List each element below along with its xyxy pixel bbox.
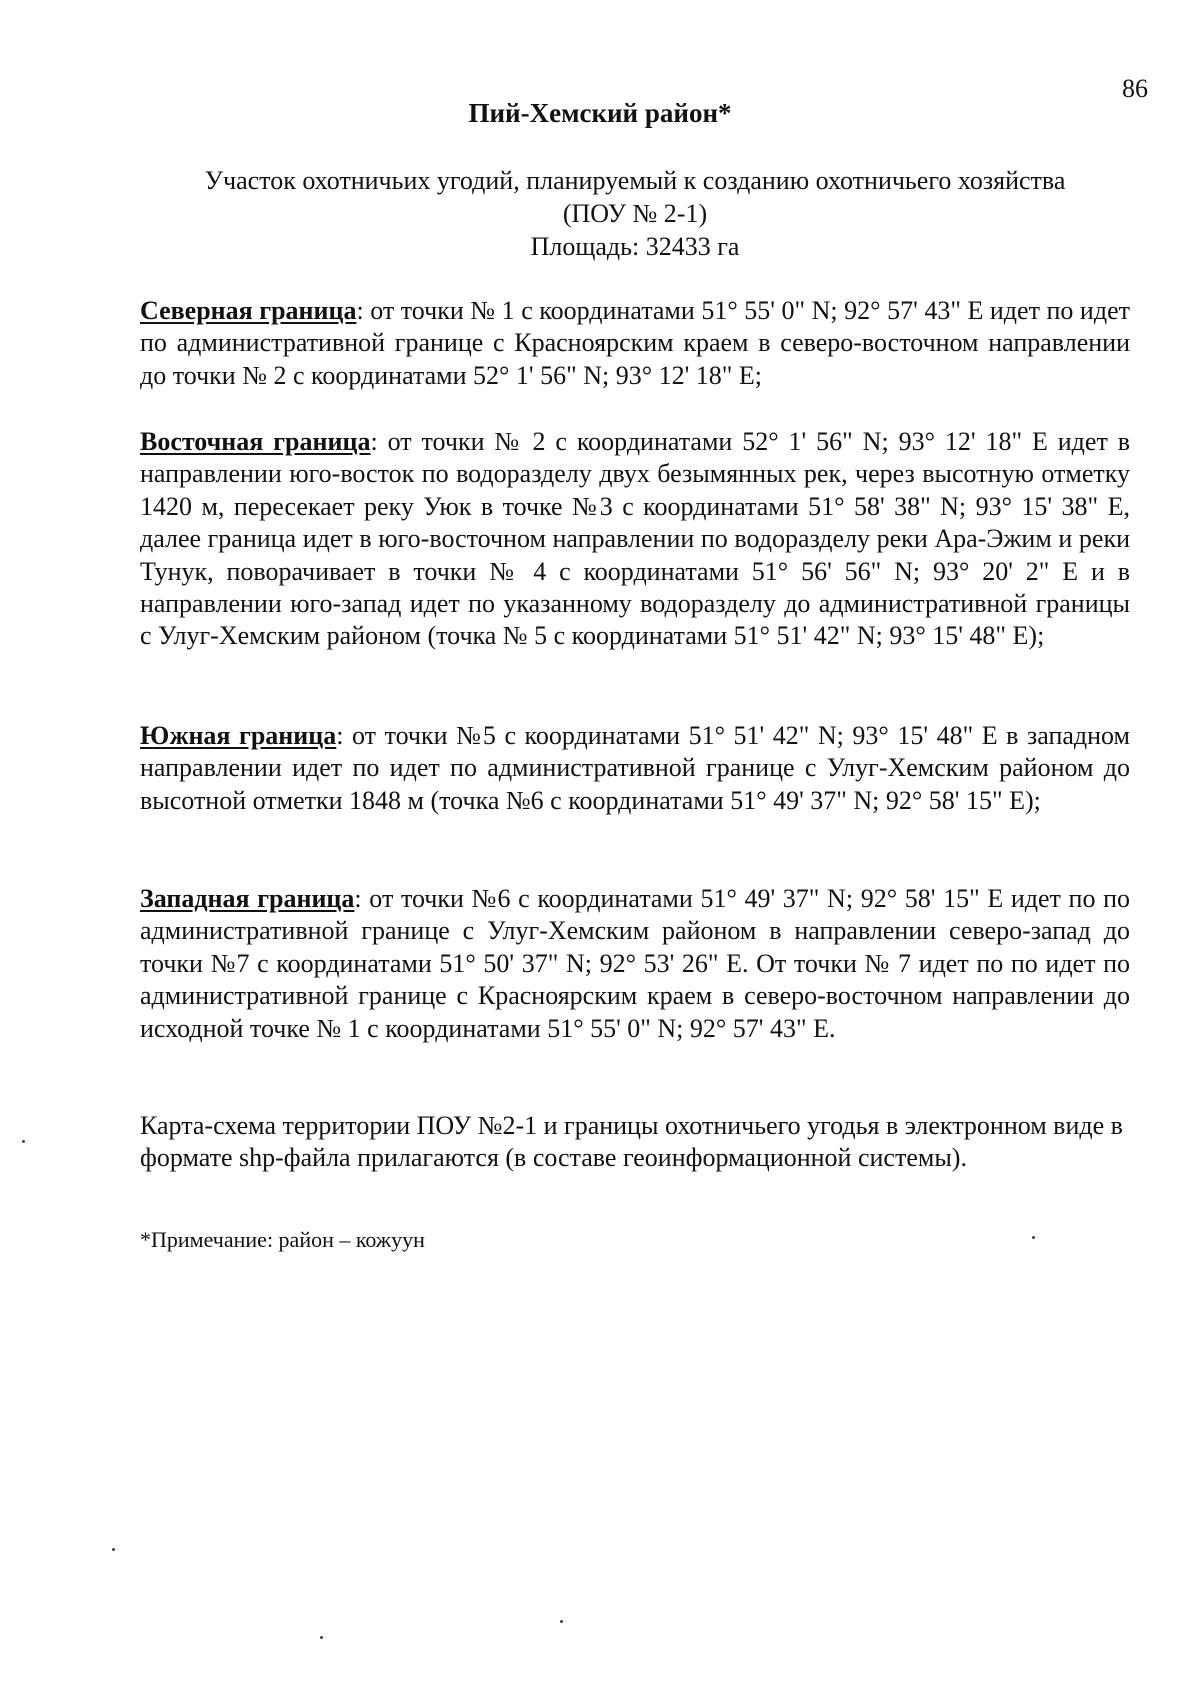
subtitle-line: Площадь: 32433 га [530, 232, 740, 261]
page-number: 86 [1122, 74, 1148, 103]
page-title: Пий-Хемский район* [468, 98, 732, 128]
north-boundary-label: Северная граница [140, 296, 357, 325]
east-boundary-text: : от точки № 2 с координатами 52° 1' 56" N; 93° 12' 18" E идет в направлении юго-восток по водоразделу двух безымянных рек, через высотную отметку 1420 м, пересекает реку Уюк в точке №3 с координатами 51° 58' 38" N; 93° 15' 38" E, далее граница идет в юго-восточном направлении по водоразделу реки Ара-Эжим и реки Тунук, поворачивает в точки № 4 с координатами 51° 56' 56" N; 93° 20' 2" E и в направлении юго-запад идет по указанному водоразделу до административной границы с Улуг-Хемским районом (точка № 5 с координатами 51° 51' 42" N; 93° 15' 48" E); [140, 427, 1130, 651]
scan-speck [1032, 1236, 1035, 1239]
north-boundary-paragraph [140, 295, 1130, 392]
south-boundary-text: : от точки №5 с координатами 51° 51' 42" N; 93° 15' 48" E в западном направлении идет по идет по административной границе с Улуг-Хемским районом до высотной отметки 1848 м (точка №6 с координатами 51° 49' 37" N; 92° 58' 15" E); [140, 721, 1131, 815]
scan-speck [320, 1636, 323, 1639]
south-boundary-label: Южная граница [140, 721, 337, 750]
scan-speck [22, 1140, 25, 1143]
footnote: *Примечание: район – кожуун [140, 1227, 425, 1252]
map-note-paragraph: Карта-схема территории ПОУ №2-1 и границы охотничьего угодья в электронном виде в формате shp-файла прилагаются (в составе геоинформационной системы). [140, 1111, 1123, 1173]
scan-speck [560, 1620, 563, 1623]
subtitle-line: Участок охотничьих угодий, планируемый к созданию охотничьего хозяйства [204, 166, 1066, 195]
plot-subtitle [140, 164, 1130, 263]
west-boundary-paragraph [140, 883, 1130, 1045]
north-boundary-text: : от точки № 1 с координатами 51° 55' 0" N; 92° 57' 43" E идет по идет по административной границе с Красноярским краем в северо-восточном направлении до точки № 2 с координатами 52° 1' 56" N; 93° 12' 18" E; [140, 296, 1130, 390]
west-boundary-label: Западная граница [140, 884, 355, 913]
east-boundary-paragraph [140, 426, 1130, 653]
scan-speck [112, 1548, 115, 1551]
subtitle-line: (ПОУ № 2-1) [562, 199, 708, 228]
east-boundary-label: Восточная граница [140, 427, 371, 456]
south-boundary-paragraph [140, 720, 1130, 817]
west-boundary-text: : от точки №6 с координатами 51° 49' 37" N; 92° 58' 15" E идет по по административной границе с Улуг-Хемским районом в направлении северо-запад до точки №7 с координатами 51° 50' 37" N; 92° 53' 26" E. От точки № 7 идет по по идет по административной границе с Красноярским краем в северо-восточном направлении до исходной точке № 1 с координатами 51° 55' 0" N; 92° 57' 43" E. [140, 884, 1130, 1043]
